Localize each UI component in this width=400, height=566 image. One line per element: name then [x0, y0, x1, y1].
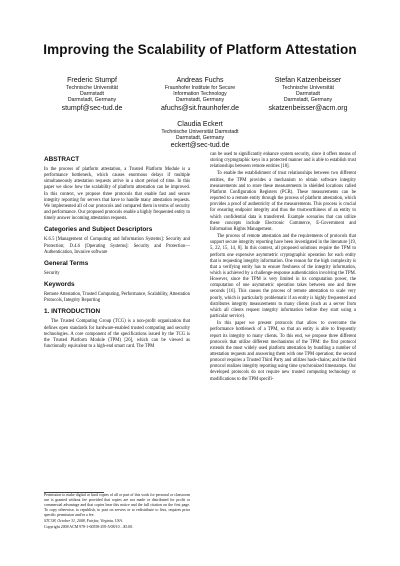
author-affiliation: Darmstadt	[80, 91, 104, 98]
left-column	[44, 152, 190, 351]
author-2	[148, 76, 252, 113]
author-name: Claudia Eckert	[177, 121, 223, 128]
author-email: skatzenbeisser@acm.org	[268, 104, 348, 112]
permission-notice: Permission to make digital or hard copies of all or part of this work for personal or classroom use is granted without fee provided that copies are not made or distributed for profit or commercial advantage and that copies bear this notice and the full citation on the first page. To copy otherwise, to republish, to post on servers or to redistribute to lists, requires prior specific permission and/or a fee.	[44, 493, 190, 517]
categories-heading: Categories and Subject Descriptors	[44, 226, 153, 234]
body-paragraph: In this paper we present protocols that allow to overcome the performance bottleneck of a TPM, so that an entity is able to frequently report its integrity to many clients. To this end, we propose three different protocols that utilize different mechanisms of the TPM: the first protocol extends the most widely used platform attestation by bundling a number of attestation requests and answering them with one TPM operation; the second protocol requires a Trusted Third Party and utilizes hash-chains; and the third protocol realizes integrity reporting using time synchronized timestamps. Our developed protocols do not require new trusted computing technology or modifications to the TPM specifi-	[210, 321, 356, 382]
introduction-paragraph: The Trusted Computing Group (TCG) is a non-profit organization that defines open standards for hardware-enabled trusted computing and security technologies. A core component of the specifications issued by the TCG is the Trusted Platform Module (TPM) [26], which can be viewed as functionally equivalent to a high-end smart card. The TPM	[44, 319, 190, 349]
author-affiliation: Fraunhofer Institute for Secure	[164, 85, 236, 91]
author-4	[148, 120, 252, 150]
venue-notice: STC'08, October 31, 2008, Fairfax, Virginia, USA.	[44, 519, 123, 523]
abstract-text: In the process of platform attestation, a Trusted Platform Module is a performance bottleneck, which causes enormous delays if multiple simultaneously attestation requests arrive in a short period of time. In this paper we show how the scalability of platform attestation can be improved. In this context, we propose three protocols that enable fast and secure integrity reporting for servers that have to handle many attestation requests. We implemented all of our protocols and compared them in terms of security and performance. Our proposed protocols enable a highly frequented entity to timely answer incoming attestation requests.	[44, 167, 190, 222]
author-location: Darmstadt, Germany	[67, 97, 117, 104]
author-affiliation: Information Technology	[173, 91, 227, 98]
paper-title: Improving the Scalability of Platform Attestation	[43, 42, 357, 57]
author-1	[40, 76, 144, 113]
author-location: Darmstadt, Germany	[283, 97, 333, 104]
author-email: eckert@sec-tud.de	[170, 142, 230, 150]
body-paragraph: The process of remote attestation and the requirements of protocols that support secure integrity reporting have been investigated in the literature [19, 5, 22, 15, 14, 8]. In this context, all proposed solutions require the TPM to perform one expensive asymmetric cryptographic operation for each entity that is requesting integrity information. One reason for the high complexity is that a verifying entity has to ensure freshness of the integrity information, which is achieved by a challenge-response authentication involving the TPM. However, since the TPM is very limited in its computation power, the computation of one asymmetric operation takes between one and three seconds [16]. This causes the process of remote attestation to scale very poorly, which is particularly problematic if an entity is highly frequented and distributes integrity measurements to many clients (such as a server from which all clients request integrity information before they start using a particular service).	[210, 234, 356, 320]
terms-text: Security	[44, 270, 60, 276]
author-affiliation: Technische Universität	[282, 85, 334, 91]
author-name: Frederic Stumpf	[67, 77, 117, 84]
author-email: stumpf@sec-tud.de	[61, 104, 123, 112]
author-name: Stefan Katzenbeisser	[274, 77, 342, 84]
right-column	[210, 152, 356, 384]
introduction-heading: 1. INTRODUCTION	[44, 308, 101, 316]
categories-text: K.6.5 [Management of Computing and Information Systems]: Security and Protection; D.4.6 [Operating Systems]: Security and Protection—Authentication, Invasive software	[44, 237, 190, 255]
author-location: Darmstadt, Germany	[175, 135, 225, 142]
body-paragraph: To enable the establishment of trust relationships between two different entities, the TPM provides a mechanism to obtain software integrity measurements and to store these measurements in shielded locations called Platform Configuration Registers (PCR). These measurements can be reported to a remote entity through the process of platform attestation, which provides a proof of authenticity of the measurements. This process is crucial for ensuring endpoint integrity and thus the trustworthiness of an entity to which confidential data is transferred. Example scenarios that can utilize these concepts include Electronic Commerce, E-Government and Information Rights Management.	[210, 171, 356, 232]
abstract-heading: ABSTRACT	[44, 156, 80, 163]
author-location: Darmstadt, Germany	[175, 97, 225, 104]
author-block	[40, 76, 360, 113]
author-3	[256, 76, 360, 113]
keywords-text: Remote Attestation, Trusted Computing, Performance, Scalability, Attestation Protocols, Integrity Reporting	[44, 292, 190, 304]
author-email: afuchs@sit.fraunhofer.de	[161, 104, 239, 112]
author-affiliation: Darmstadt	[296, 91, 320, 98]
keywords-heading: Keywords	[44, 281, 75, 289]
author-affiliation: Technische Universität	[66, 85, 118, 91]
copyright-footnote	[44, 492, 190, 531]
author-name: Andreas Fuchs	[176, 77, 224, 84]
terms-heading: General Terms	[44, 259, 89, 267]
copyright-notice: Copyright 2008 ACM 978-1-60558-295-5/08/10 ...$5.00.	[44, 525, 134, 529]
author-affiliation: Technische Universität Darmstadt	[161, 129, 239, 135]
body-paragraph: can be used to significantly enhance system security, since it offers means of storing cryptographic keys in a protected manner and is able to establish trust relationships between remote entities [18].	[210, 152, 356, 170]
